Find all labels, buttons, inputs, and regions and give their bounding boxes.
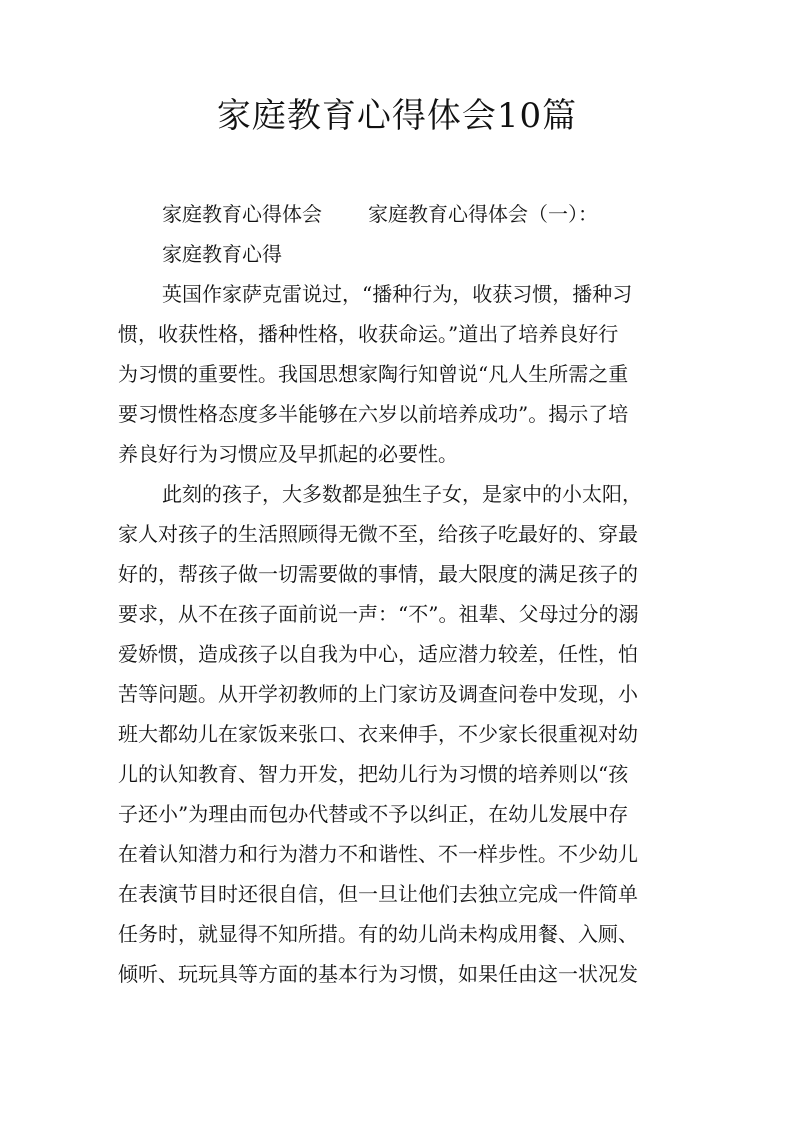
paragraph-line: 班大都幼儿在家饭来张口、衣来伸手，不少家长很重视对幼 — [118, 722, 638, 746]
heading-line — [118, 194, 678, 234]
heading-right: 家庭教育心得体会（一）： — [368, 202, 598, 226]
subheading: 家庭教育心得 — [162, 242, 282, 266]
paragraph-1 — [118, 274, 678, 474]
paragraph-line: 此刻的孩子，大多数都是独生子女，是家中的小太阳， — [162, 482, 642, 506]
paragraph-line: 在着认知潜力和行为潜力不和谐性、不一样步性。不少幼儿 — [118, 842, 638, 866]
paragraph-line: 家人对孩子的生活照顾得无微不至，给孩子吃最好的、穿最 — [118, 522, 638, 546]
paragraph-line: 倾听、玩玩具等方面的基本行为习惯，如果任由这一状况发 — [118, 962, 638, 986]
document-title: 家庭教育心得体会10篇 — [216, 96, 578, 136]
paragraph-line: 要习惯性格态度多半能够在六岁以前培养成功”。揭示了培 — [118, 402, 629, 426]
paragraph-line: 英国作家萨克雷说过，“播种行为，收获习惯，播种习 — [162, 282, 633, 306]
paragraph-line: 苦等问题。从开学初教师的上门家访及调查问卷中发现，小 — [118, 682, 638, 706]
paragraph-line: 要求，从不在孩子面前说一声：“不”。祖辈、父母过分的溺 — [118, 602, 639, 626]
heading-left: 家庭教育心得体会 — [162, 202, 322, 226]
paragraph-line: 任务时，就显得不知所措。有的幼儿尚未构成用餐、入厕、 — [118, 922, 638, 946]
paragraph-line: 好的，帮孩子做一切需要做的事情，最大限度的满足孩子的 — [118, 562, 638, 586]
paragraph-2 — [118, 474, 678, 994]
document-body — [118, 194, 678, 994]
paragraph-line: 爱娇惯，造成孩子以自我为中心，适应潜力较差，任性，怕 — [118, 642, 638, 666]
paragraph-line: 在表演节目时还很自信，但一旦让他们去独立完成一件简单 — [118, 882, 638, 906]
paragraph-line: 养良好行为习惯应及早抓起的必要性。 — [118, 442, 458, 466]
paragraph-line: 子还小”为理由而包办代替或不予以纠正，在幼儿发展中存 — [118, 802, 629, 826]
paragraph-line: 惯，收获性格，播种性格，收获命运。”道出了培养良好行 — [118, 322, 619, 346]
paragraph-line: 为习惯的重要性。我国思想家陶行知曾说“凡人生所需之重 — [118, 362, 629, 386]
paragraph-line: 儿的认知教育、智力开发，把幼儿行为习惯的培养则以“孩 — [118, 762, 629, 786]
